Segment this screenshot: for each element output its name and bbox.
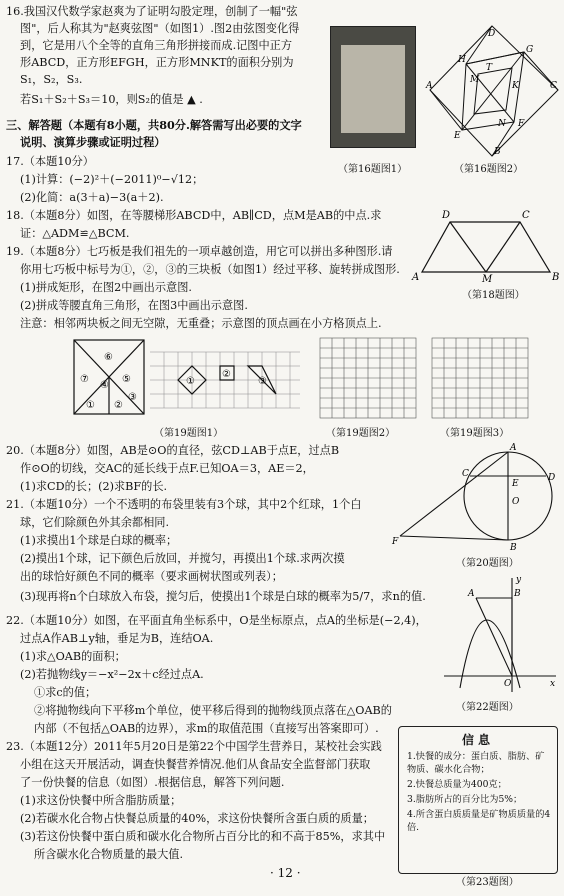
info-item-1: 1.快餐的成分：蛋白质、脂肪、矿物质、碳水化合物； [407,751,545,775]
q23-line-4: (1)求这份快餐中所含脂肪质量； [20,794,182,807]
figure-18 [410,208,560,285]
grid-piece-2: ② [222,369,231,380]
tangram-piece-6: ⑥ [104,352,113,363]
q23-line-3: 了一份快餐的信息（如图）.根据信息，解答下列问题. [20,776,285,789]
caption-16-1: （第16题图1） [338,164,408,175]
q23-line-6: (3)若这份快餐中蛋白质和碳水化合物所占百分比的和不高于85%，求其中 [20,830,386,843]
caption-20: （第20题图） [456,558,519,569]
q17-line-3: (2)化简：a(3＋a)−3(a＋2). [20,191,164,204]
q23-line-5: (2)若碳水化合物占快餐总质量的40%，求这份快餐所含蛋白质的质量； [20,812,374,825]
caption-19-2: （第19题图2） [326,428,396,439]
tangram-piece-1: ① [86,400,95,411]
grid-piece-3: ③ [258,376,267,387]
label-D-20: D [548,473,556,483]
label-M-18: M [482,274,493,285]
label-O-20: O [512,497,520,507]
label-G: G [526,45,534,55]
info-title: 信息 [461,733,494,747]
caption-19-1: （第19题图1） [154,428,224,439]
figure-19-1 [70,338,302,418]
q22-line-2: 过点A作AB⊥y轴，垂足为B，连结OA. [20,632,214,645]
q18-line-2: 证：△ADM≌△BCM. [20,227,130,240]
q20-line-3: (1)求CD的长；(2)求BF的长. [20,480,168,493]
q23-line-7: 所含碳水化合物质量的最大值. [34,848,183,861]
label-K: K [512,81,519,91]
label-C-18: C [522,210,530,221]
q22-line-4: (2)若抛物线y＝−x²−2x＋c经过点A. [20,668,204,681]
q16-line-6: 若S₁＋S₂＋S₃＝10，则S₂的值是 ▲ . [20,93,203,106]
caption-22: （第22题图） [456,702,519,713]
label-F-20: F [392,537,399,547]
q19-line-2: 你用七巧板中标号为①，②，③的三块板（如图1）经过平移、旋转拼成图形. [20,263,400,276]
label-A-20: A [510,443,517,453]
caption-19-3: （第19题图3） [440,428,510,439]
q16-line-2: 图"，后人称其为"赵爽弦图"（如图1）.图2由弦图变化得 [20,22,300,35]
label-B: B [494,147,501,157]
q23-line-1: 23.（本题12分）2011年5月20日是第22个中国学生营养日，某校社会实践 [6,740,382,753]
q22-line-5: ①求c的值； [34,686,97,699]
label-A: A [426,81,433,91]
label-H: H [458,55,466,65]
q21-line-4: (2)摸出1个球，记下颜色后放回，并搅匀，再摸出1个球.求两次摸 [20,552,345,565]
label-x-22: x [550,679,556,689]
page-number: · 12 · [270,866,301,880]
label-D-18: D [442,210,451,221]
q21-line-3: (1)求摸出1个球是白球的概率； [20,534,178,547]
q16-line-1: 16.我国汉代数学家赵爽为了证明勾股定理，创制了一幅"弦 [6,5,298,18]
label-E: E [454,131,461,141]
q21-line-5: 出的球恰好颜色不同的概率（要求画树状图或列表）； [20,570,283,583]
q16-line-5: S₁，S₂，S₃. [20,73,83,86]
label-M: M [470,75,480,85]
label-E-20: E [512,479,519,489]
label-B-22: B [514,589,521,599]
section-3-heading-2: 说明、演算步骤或证明过程） [20,135,166,149]
info-item-4: 4.所含蛋白质质量是矿物质质量的4倍. [407,809,551,833]
info-item-2: 2.快餐总质量为400克； [407,779,507,790]
caption-23: （第23题图） [456,877,519,888]
q22-line-6: ②将抛物线向下平移m个单位，使平移后得到的抛物线顶点落在△OAB的 [34,704,392,717]
label-A-18: A [412,272,420,283]
q21-line-2: 球，它们除颜色外其余都相同. [20,516,169,529]
q19-line-4: (2)拼成等腰直角三角形，在图3中画出示意图. [20,299,248,312]
figure-22 [440,572,560,696]
info-item-3: 3.脂肪所占的百分比为5%； [407,794,523,805]
q19-line-5: 注意：相邻两块板之间无空隙，无重叠；示意图的顶点画在小方格顶点上. [20,317,382,330]
figure-20 [390,440,562,552]
label-D: D [488,29,496,39]
tangram-piece-5: ⑤ [122,374,131,385]
label-N: N [498,119,506,129]
q21-line-6: (3)现再将n个白球放入布袋，搅匀后，使摸出1个球是白球的概率为5/7，求n的值. [20,590,426,603]
caption-16-2: （第16题图2） [454,164,524,175]
label-F: F [518,119,525,129]
tangram-piece-4: ④ [100,380,109,391]
q22-line-3: (1)求△OAB的面积； [20,650,126,663]
q17-line-2: (1)计算：(−2)²＋(−2011)⁰−√12； [20,173,204,186]
label-C: C [550,81,557,91]
tangram-piece-2: ② [114,400,123,411]
section-3-heading-1: 三、解答题（本题有8小题，共80分.解答需写出必要的文字 [6,118,302,132]
q17-line-1: 17.（本题10分） [6,155,94,168]
q16-line-4: 形ABCD，正方形EFGH，正方形MNKT的面积分别为 [20,56,294,69]
info-box [398,726,558,874]
tangram-piece-3: ③ [128,392,137,403]
figure-19-3-grid [430,336,530,420]
label-B-20: B [510,543,517,553]
label-y-22: y [516,575,522,585]
zhao-shuang-diagram-photo [330,26,416,148]
q21-line-1: 21.（本题10分）一个不透明的布袋里装有3个球，其中2个红球，1个白 [6,498,362,511]
q20-line-1: 20.（本题8分）如图，AB是⊙O的直径，弦CD⊥AB于点E，过点B [6,444,340,457]
caption-18: （第18题图） [462,290,525,301]
label-C-20: C [462,469,469,479]
tangram-piece-7: ⑦ [80,374,89,385]
q23-line-2: 小组在这天开展活动，调查快餐营养情况.他们从食品安全监督部门获取 [20,758,371,771]
q19-line-1: 19.（本题8分）七巧板是我们祖先的一项卓越创造，用它可以拼出多种图形.请 [6,245,393,258]
q16-line-3: 到，它是用八个全等的直角三角形拼接而成.记图中正方 [20,39,293,52]
q20-line-2: 作⊙O的切线，交AC的延长线于点F.已知OA＝3，AE＝2， [20,462,314,475]
figure-16-2 [428,22,562,160]
grid-piece-1: ① [186,376,195,387]
q18-line-1: 18.（本题8分）如图，在等腰梯形ABCD中，AB∥CD，点M是AB的中点.求 [6,209,382,222]
q22-line-7: 内部（不包括△OAB的边界），求m的取值范围（直接写出答案即可）. [34,722,379,735]
q22-line-1: 22.（本题10分）如图，在平面直角坐标系中，O是坐标原点，点A的坐标是(−2,4)， [6,614,427,627]
label-T: T [486,63,493,73]
label-O-22: O [504,679,512,689]
q19-line-3: (1)拼成矩形，在图2中画出示意图. [20,281,192,294]
label-A-22: A [468,589,475,599]
label-B-18: B [552,272,560,283]
figure-19-2-grid [318,336,418,420]
